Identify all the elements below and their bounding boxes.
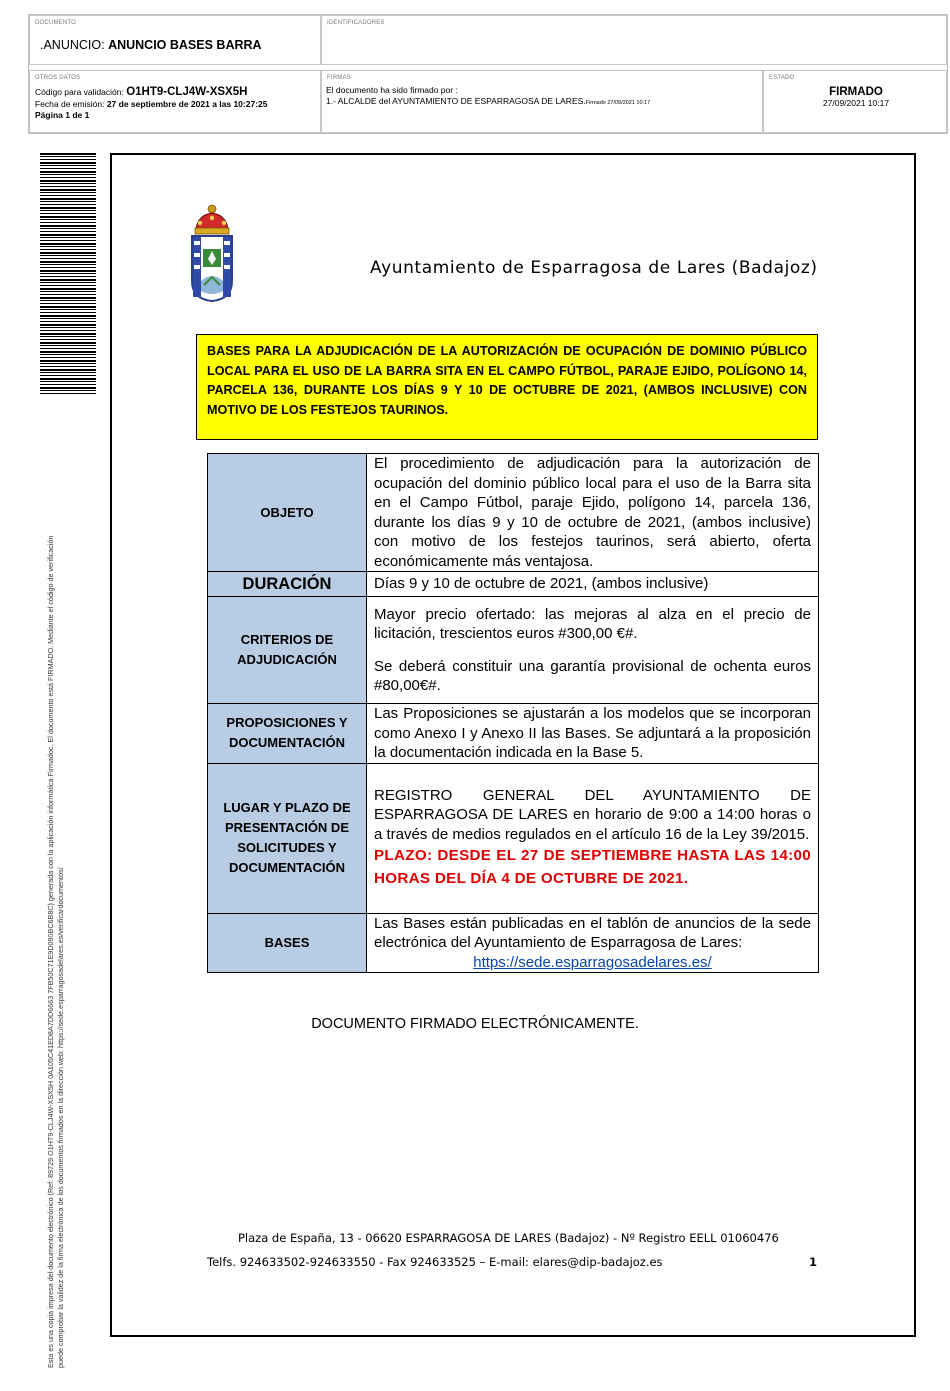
firmas-cell <box>321 70 763 133</box>
spacer <box>374 644 811 657</box>
side-text-line1: Esta es una copia impresa del documento electrónico (Ref: 89729 O1HT9-CLJ4W-XSX5H 0A105C41ED8A7DD6663 7FB50C71E9D090BC6B8C) generada con la aplicación informática Firmadoc. El documento está FIRMADO. Mediante el código de verificación <box>46 535 55 1368</box>
lugar-text: REGISTRO GENERAL DEL AYUNTAMIENTO DE ESPARRAGOSA DE LARES en horario de 9:00 a 14:00 horas o a través de medios regulados en el artículo 16 de la Ley 39/2015. <box>374 786 811 843</box>
fecha-label: Fecha de emisión: <box>35 98 105 109</box>
side-text-line2: puede comprobar la validez de la firma electrónica de los documentos firmados en la dirección web: https://sede.esparragosadelares.es/verificardocumentos/ <box>55 867 65 1368</box>
criterios-cell <box>367 597 819 704</box>
estado-cell <box>763 70 947 133</box>
codigo-label: Código para validación: <box>35 87 124 97</box>
proposiciones-text: Las Proposiciones se ajustarán a los modelos que se incorporan como Anexo I y Anexo II las Bases. Se adjuntará a la proposición la documentación indicada en la Base 5. <box>367 704 819 764</box>
estado-value: FIRMADO <box>829 86 883 98</box>
documento-label: DOCUMENTO <box>35 20 77 26</box>
estado-date: 27/09/2021 10:17 <box>822 98 890 108</box>
bases-link[interactable]: https://sede.esparragosadelares.es/ <box>473 953 712 971</box>
firmas-line2: 1.- ALCALDE del AYUNTAMIENTO DE ESPARRAGOSA DE LARES. <box>326 95 586 106</box>
firmas-label: FIRMAS <box>327 75 351 81</box>
documento-cell <box>29 15 321 65</box>
lugar-cell <box>367 763 819 913</box>
criterios-text2: Se deberá constituir una garantía provisional de ochenta euros #80,00€#. <box>374 657 811 694</box>
criterios-text1: Mayor precio ofertado: las mejoras al alza en el precio de licitación, trescientos euros #300,00 €#. <box>374 605 811 642</box>
page-number: 1 <box>809 1255 818 1269</box>
estado-label: ESTADO <box>769 75 795 81</box>
documento-prefix: .ANUNCIO: <box>40 38 105 52</box>
footer-address: Plaza de España, 13 - 06620 ESPARRAGOSA DE LARES (Badajoz) - Nº Registro EELL 01060476 <box>238 1231 779 1245</box>
info-table <box>207 453 819 973</box>
plazo-text: PLAZO: DESDE EL 27 DE SEPTIEMBRE HASTA LAS 14:00 HORAS DEL DÍA 4 DE OCTUBRE DE 2021. <box>374 847 811 888</box>
codigo-value: O1HT9-CLJ4W-XSX5H <box>126 86 248 98</box>
signed-note: DOCUMENTO FIRMADO ELECTRÓNICAMENTE. <box>311 1016 639 1032</box>
bases-text: Las Bases están publicadas en el tablón de anuncios de la sede electrónica del Ayuntamiento de Esparragosa de Lares: <box>374 914 811 951</box>
bases-cell <box>367 913 819 973</box>
table-row <box>208 913 819 973</box>
objeto-text: El procedimiento de adjudicación para la autorización de ocupación del dominio público local para el uso de la Barra sita en el Campo Fútbol, paraje Ejido, polígono 14, parcela 136, durante los días 9 y 10 de octubre de 2021, (ambos inclusive) con motivo de los festejos taurinos, será abierto, oferta económicamente más ventajosa. <box>367 454 819 572</box>
fecha-value: 27 de septiembre de 2021 a las 10:27:25 <box>106 98 268 109</box>
criterios-label: CRITERIOS DE ADJUDICACIÓN <box>208 597 367 704</box>
table-row <box>208 763 819 913</box>
coat-of-arms-logo <box>186 203 238 303</box>
bases-label: BASES <box>208 913 367 973</box>
duracion-text: Días 9 y 10 de octubre de 2021, (ambos inclusive) <box>367 572 819 597</box>
table-row <box>208 454 819 572</box>
firmas-line1: El documento ha sido firmado por : <box>326 85 458 95</box>
identificadores-label: IDENTIFICADORES <box>327 20 385 26</box>
proposiciones-label: PROPOSICIONES Y DOCUMENTACIÓN <box>208 704 367 764</box>
duracion-label: DURACIÓN <box>208 572 367 597</box>
lugar-label: LUGAR Y PLAZO DE PRESENTACIÓN DE SOLICITUDES Y DOCUMENTACIÓN <box>208 763 367 913</box>
title-banner: BASES PARA LA ADJUDICACIÓN DE LA AUTORIZACIÓN DE OCUPACIÓN DE DOMINIO PÚBLICO LOCAL PARA EL USO DE LA BARRA SITA EN EL CAMPO FÚTBOL, PARAJE EJIDO, POLÍGONO 14, PARCELA 136, DURANTE LOS DÍAS 9 Y 10 DE OCTUBRE DE 2021, (AMBOS INCLUSIVE) CON MOTIVO DE LOS FESTEJOS TAURINOS. <box>196 334 818 440</box>
barcode <box>40 153 96 395</box>
verification-side-text <box>46 388 65 1368</box>
documento-title: ANUNCIO BASES BARRA <box>108 38 262 52</box>
objeto-label: OBJETO <box>208 454 367 572</box>
table-row <box>208 572 819 597</box>
pagina-indicator: Página 1 de 1 <box>35 110 90 120</box>
otros-datos-label: OTROS DATOS <box>35 75 81 81</box>
otros-datos-cell <box>29 70 321 133</box>
table-row <box>208 597 819 704</box>
firmas-date: Firmado 27/09/2021 10:17 <box>585 99 651 106</box>
footer-contact: Telfs. 924633502-924633550 - Fax 924633525 – E-mail: elares@dip-badajoz.es <box>207 1255 663 1269</box>
table-row <box>208 704 819 764</box>
identificadores-cell <box>321 15 947 65</box>
letterhead-title: Ayuntamiento de Esparragosa de Lares (Badajoz) <box>370 258 818 278</box>
signature-header <box>28 14 948 134</box>
